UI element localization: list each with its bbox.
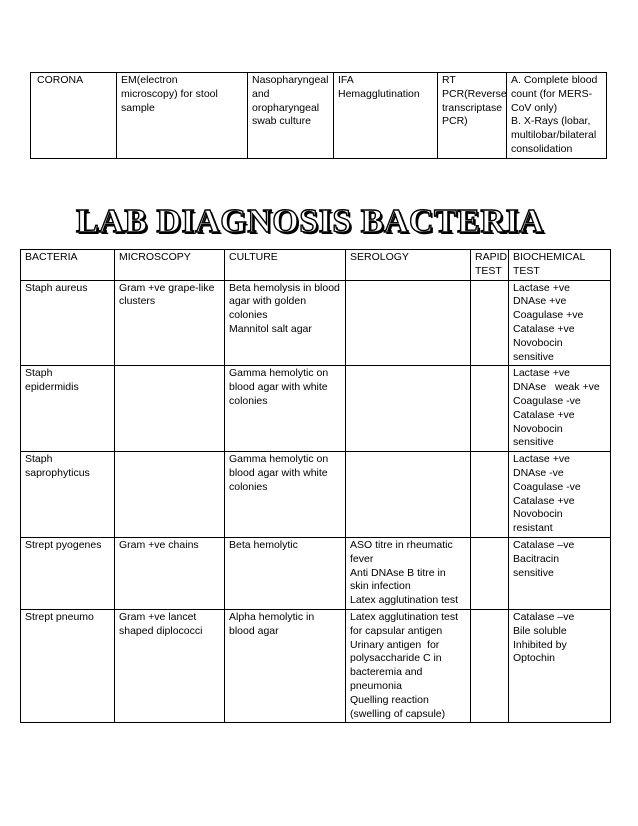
- cell-line: BIOCHEMICAL: [513, 251, 586, 263]
- bacteria-cell: [21, 537, 115, 609]
- cell-line: DNAse -ve: [513, 466, 564, 479]
- header-bacteria: [21, 250, 115, 281]
- microscopy-cell: [115, 366, 225, 452]
- corona-rapid-test-cell: [438, 73, 507, 159]
- table-row: [21, 452, 611, 538]
- culture-cell: [225, 609, 346, 722]
- cell-line: blood agar with white: [229, 466, 328, 479]
- cell-line: Staph: [25, 367, 53, 380]
- bacteria-cell: [21, 452, 115, 538]
- corona-microscopy-cell: [117, 73, 248, 159]
- cell-line: Coagulase -ve: [513, 480, 581, 493]
- cell-line: Catalase –ve: [513, 538, 575, 551]
- cell-line: colonies: [229, 480, 268, 493]
- cell-line: CULTURE: [229, 251, 278, 263]
- corona-culture-cell: [248, 73, 334, 159]
- cell-line: A. Complete blood: [511, 74, 598, 86]
- cell-line: RT: [442, 74, 456, 86]
- cell-line: multilobar/bilateral: [511, 129, 597, 142]
- cell-line: Beta hemolysis in blood: [229, 281, 340, 294]
- cell-line: Gram +ve grape-like: [119, 281, 215, 294]
- serology-cell: [346, 366, 471, 452]
- cell-line: Catalase +ve: [513, 494, 575, 507]
- table-row: [31, 73, 607, 159]
- cell-line: and: [252, 87, 270, 100]
- cell-line: epidermidis: [25, 381, 79, 394]
- serology-cell: [346, 280, 471, 366]
- cell-line: MICROSCOPY: [119, 251, 191, 263]
- serology-cell: [346, 609, 471, 722]
- cell-line: ASO titre in rheumatic: [350, 538, 453, 551]
- cell-line: for capsular antigen: [350, 624, 443, 637]
- cell-line: DNAse weak +ve: [513, 381, 600, 394]
- microscopy-cell: [115, 452, 225, 538]
- cell-line: Lactase +ve: [513, 367, 570, 380]
- cell-line: polysaccharide C in: [350, 652, 442, 665]
- culture-cell: [225, 366, 346, 452]
- biochemical-test-cell: [509, 609, 611, 722]
- cell-line: B. X-Rays (lobar,: [511, 115, 591, 128]
- microscopy-cell: [115, 280, 225, 366]
- cell-line: RAPID: [475, 251, 508, 263]
- rapid-test-cell: [471, 366, 509, 452]
- page-title: LAB DIAGNOSIS BACTERIA: [76, 203, 545, 240]
- cell-line: Coagulase +ve: [513, 309, 584, 322]
- cell-line: Novobocin: [513, 422, 563, 435]
- rapid-test-cell: [471, 537, 509, 609]
- cell-line: blood agar: [229, 624, 279, 637]
- header-microscopy: [115, 250, 225, 281]
- rapid-test-cell: [471, 452, 509, 538]
- table-row: [21, 366, 611, 452]
- cell-line: Latex agglutination test: [350, 594, 458, 607]
- cell-line: Inhibited by: [513, 638, 567, 651]
- table-row: [21, 280, 611, 366]
- cell-line: SEROLOGY: [350, 251, 409, 263]
- cell-line: Strept pyogenes: [25, 538, 102, 551]
- cell-line: oropharyngeal: [252, 101, 320, 114]
- cell-line: pneumonia: [350, 679, 402, 692]
- cell-line: clusters: [119, 295, 156, 308]
- header-biochemical-test: [509, 250, 611, 281]
- culture-cell: [225, 537, 346, 609]
- cell-line: Strept pneumo: [25, 610, 94, 623]
- cell-line: CoV only): [511, 101, 558, 114]
- cell-line: TEST: [475, 264, 502, 277]
- cell-line: Gram +ve chains: [119, 538, 199, 551]
- header-culture: [225, 250, 346, 281]
- cell-line: Latex agglutination test: [350, 610, 458, 623]
- table-row: [21, 537, 611, 609]
- rapid-test-cell: [471, 609, 509, 722]
- cell-line: Anti DNAse B titre in: [350, 566, 446, 579]
- cell-line: (swelling of capsule): [350, 707, 446, 720]
- cell-line: sensitive: [513, 436, 554, 449]
- cell-line: Optochin: [513, 652, 556, 665]
- table-header-row: [21, 250, 611, 281]
- biochemical-test-cell: [509, 280, 611, 366]
- biochemical-test-cell: [509, 537, 611, 609]
- corona-virus-cell: [31, 73, 117, 159]
- cell-line: Catalase –ve: [513, 610, 575, 623]
- cell-line: Staph aureus: [25, 281, 88, 294]
- biochemical-test-cell: [509, 366, 611, 452]
- serology-cell: [346, 452, 471, 538]
- cell-line: Bile soluble: [513, 624, 567, 637]
- cell-line: Gamma hemolytic on: [229, 367, 329, 380]
- cell-line: DNAse +ve: [513, 295, 567, 308]
- cell-line: Novobocin: [513, 508, 563, 521]
- microscopy-cell: [115, 537, 225, 609]
- culture-cell: [225, 280, 346, 366]
- cell-line: IFA: [338, 74, 354, 86]
- rapid-test-cell: [471, 280, 509, 366]
- cell-line: PCR(Reverse: [442, 87, 507, 100]
- cell-line: Lactase +ve: [513, 453, 570, 466]
- cell-line: saprophyticus: [25, 466, 90, 479]
- biochemical-test-cell: [509, 452, 611, 538]
- cell-line: swab culture: [252, 115, 311, 128]
- cell-line: colonies: [229, 309, 268, 322]
- cell-line: sensitive: [513, 566, 554, 579]
- header-serology: [346, 250, 471, 281]
- cell-line: resistant: [513, 522, 553, 535]
- cell-line: EM(electron: [121, 74, 178, 86]
- serology-cell: [346, 537, 471, 609]
- cell-line: consolidation: [511, 142, 573, 155]
- bacteria-cell: [21, 280, 115, 366]
- cell-line: Mannitol salt agar: [229, 322, 312, 335]
- cell-line: transcriptase: [442, 101, 503, 114]
- cell-line: sample: [121, 101, 155, 114]
- culture-cell: [225, 452, 346, 538]
- cell-line: blood agar with white: [229, 381, 328, 394]
- cell-line: shaped diplococci: [119, 624, 203, 637]
- cell-line: microscopy) for stool: [121, 87, 218, 100]
- cell-line: count (for MERS-: [511, 87, 593, 100]
- cell-line: Nasopharyngeal: [252, 74, 329, 86]
- bacteria-cell: [21, 609, 115, 722]
- cell-line: Alpha hemolytic in: [229, 610, 315, 623]
- bacteria-table-body: [21, 280, 611, 723]
- cell-line: agar with golden: [229, 295, 307, 308]
- cell-line: Gamma hemolytic on: [229, 453, 329, 466]
- cell-line: Quelling reaction: [350, 693, 429, 706]
- cell-line: Coagulase -ve: [513, 394, 581, 407]
- cell-line: Urinary antigen for: [350, 638, 440, 651]
- bacteria-cell: [21, 366, 115, 452]
- corona-table: [30, 72, 607, 159]
- header-rapid-test: [471, 250, 509, 281]
- corona-serology-cell: [334, 73, 438, 159]
- cell-line: fever: [350, 552, 374, 565]
- cell-line: Lactase +ve: [513, 281, 570, 294]
- cell-line: TEST: [513, 264, 540, 277]
- cell-line: PCR): [442, 115, 468, 128]
- cell-line: colonies: [229, 394, 268, 407]
- cell-line: sensitive: [513, 350, 554, 363]
- cell-line: Hemagglutination: [338, 87, 420, 100]
- bacteria-table: [20, 249, 611, 723]
- cell-line: Staph: [25, 453, 53, 466]
- cell-line: BACTERIA: [25, 251, 78, 263]
- microscopy-cell: [115, 609, 225, 722]
- cell-line: Bacitracin: [513, 552, 560, 565]
- table-row: [21, 609, 611, 722]
- cell-line: Beta hemolytic: [229, 538, 298, 551]
- corona-biochemical-cell: [507, 73, 607, 159]
- cell-line: CORONA: [37, 74, 84, 86]
- cell-line: Novobocin: [513, 336, 563, 349]
- cell-line: bacteremia and: [350, 666, 423, 679]
- cell-line: skin infection: [350, 580, 411, 593]
- cell-line: Catalase +ve: [513, 322, 575, 335]
- cell-line: Catalase +ve: [513, 408, 575, 421]
- cell-line: Gram +ve lancet: [119, 610, 197, 623]
